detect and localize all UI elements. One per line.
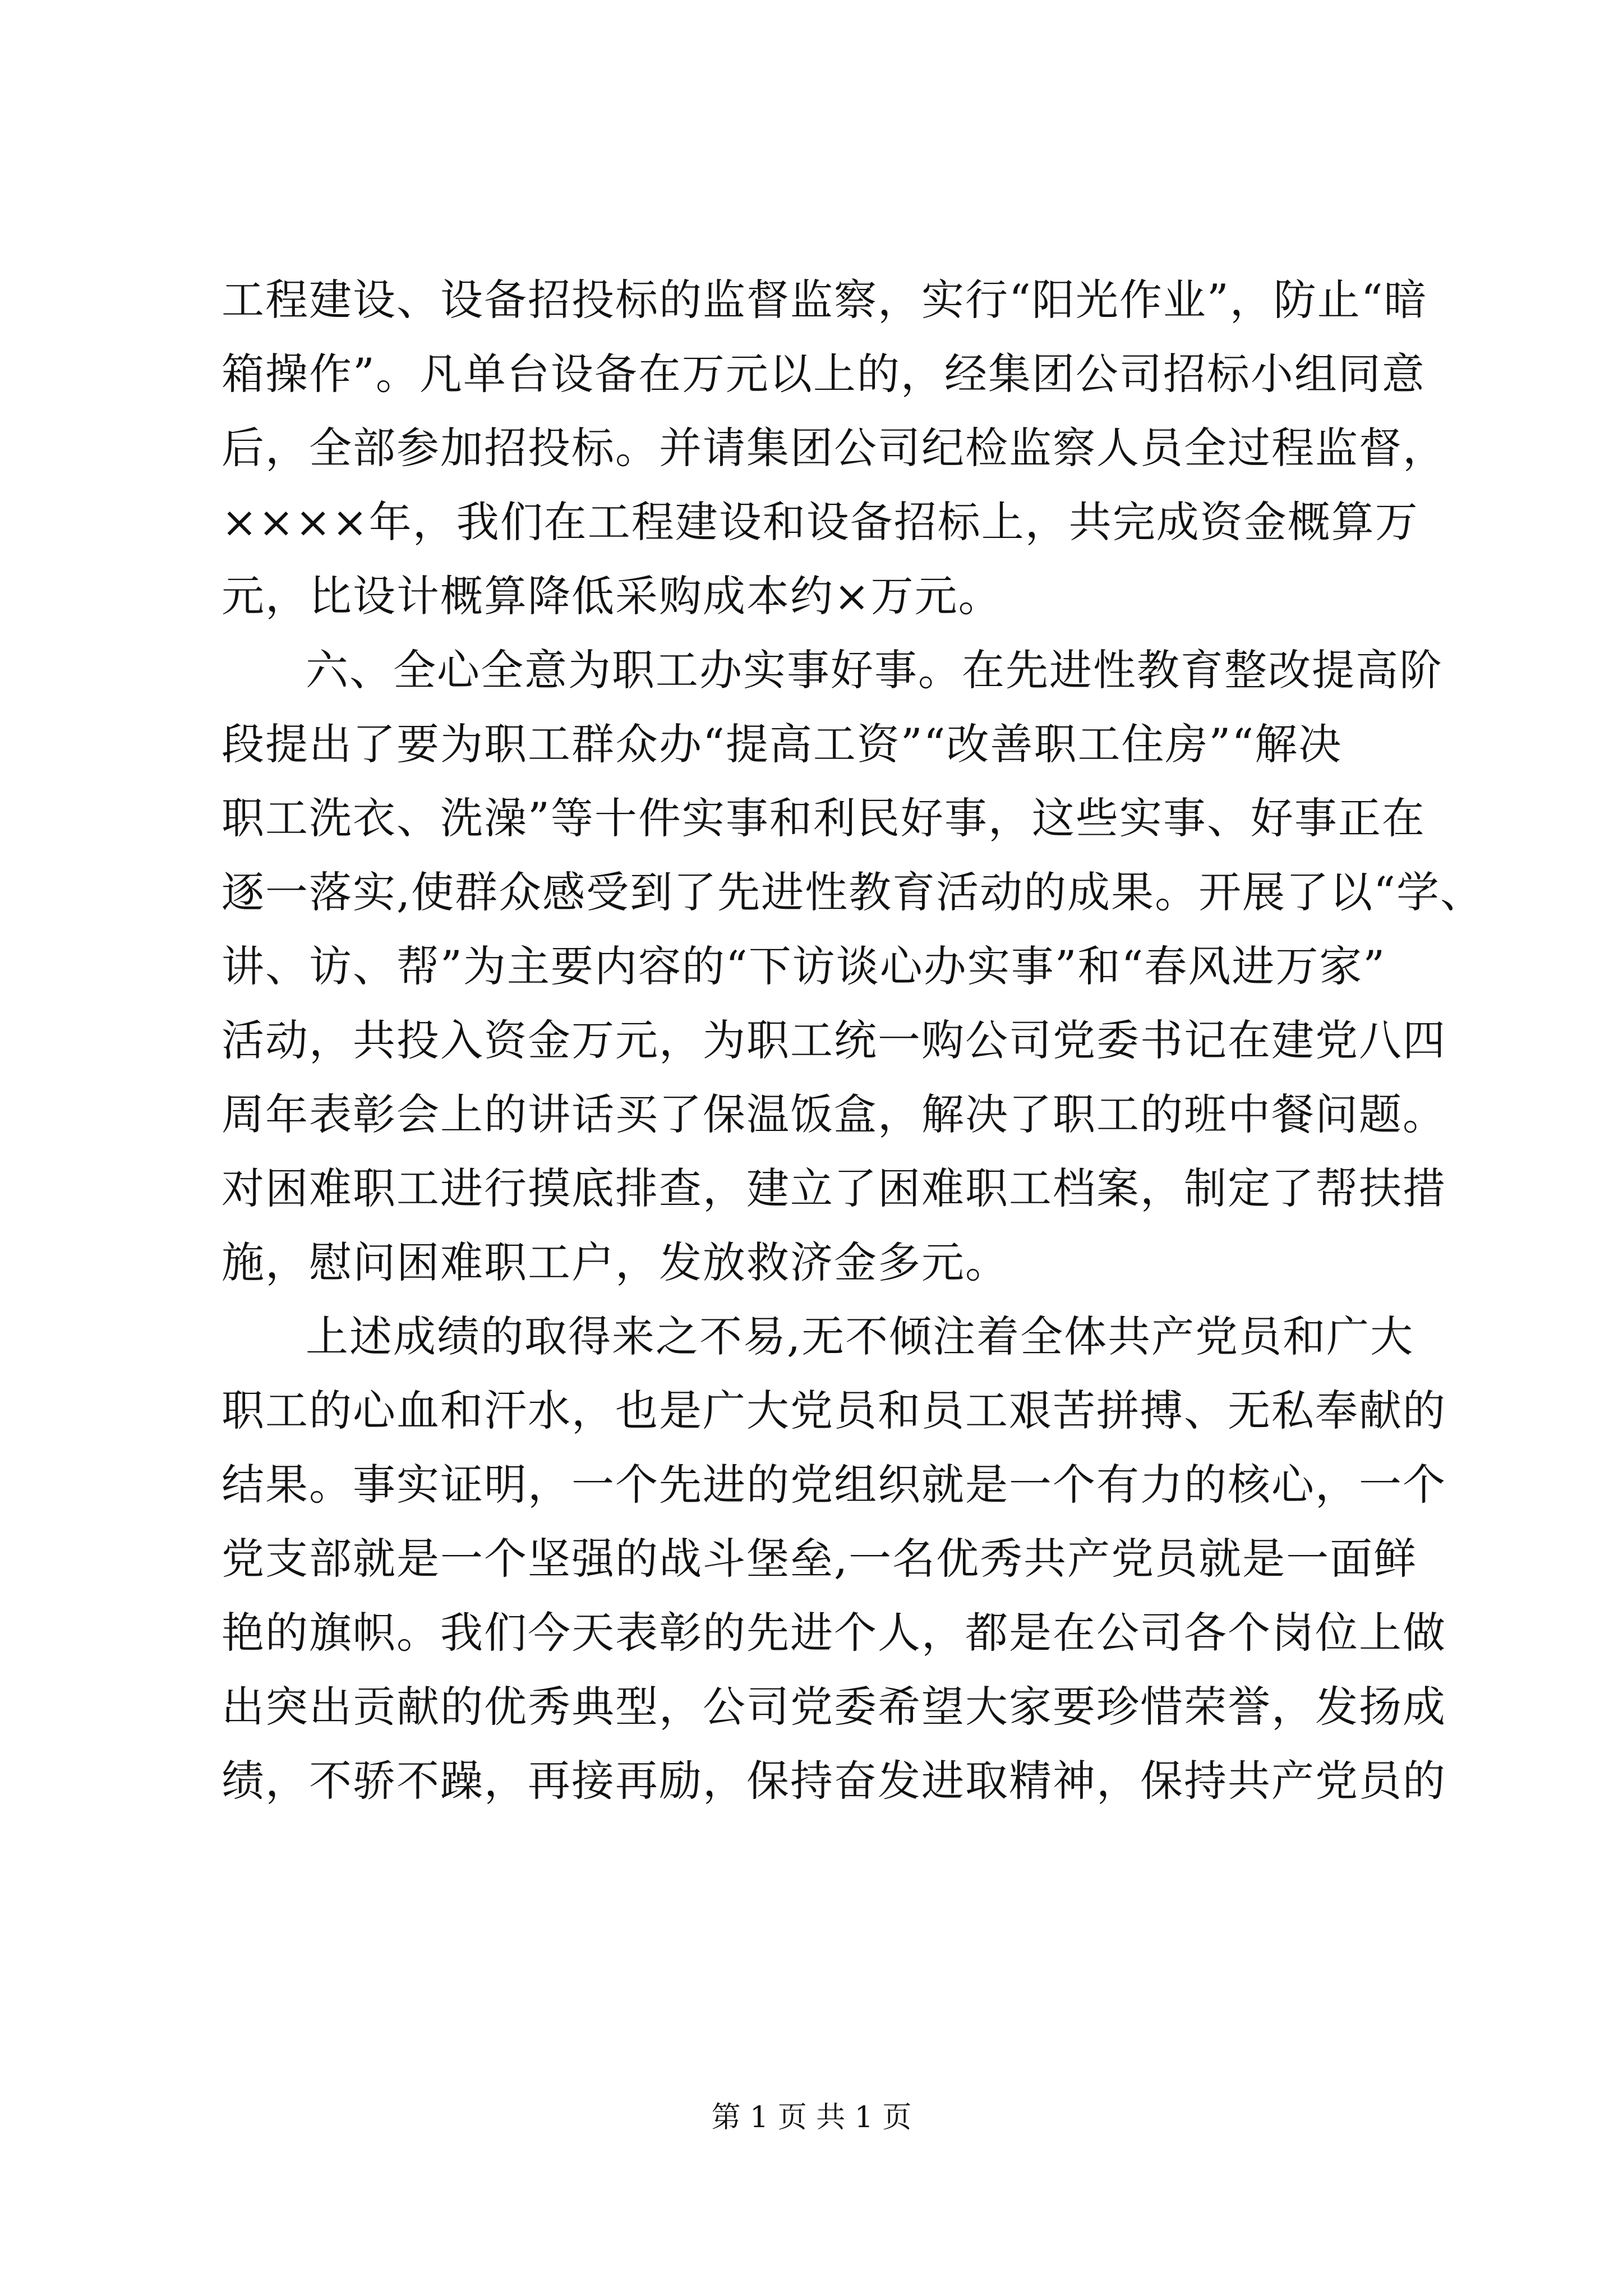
text-line: 逐一落实,使群众感受到了先进性教育活动的成果。开展了以“学、	[222, 867, 1484, 917]
text-line: 后，全部参加招投标。并请集团公司纪检监察人员全过程监督，	[222, 423, 1446, 473]
text-line: 施，慰问困难职工户，发放救济金多元。	[222, 1237, 1009, 1287]
text-line: 箱操作”。凡单台设备在万元以上的，经集团公司招标小组同意	[222, 349, 1426, 399]
text-line: 段提出了要为职工群众办“提高工资”“改善职工住房”“解决	[222, 719, 1343, 769]
paragraph-start-line: 上述成绩的取得来之不易,无不倾注着全体共产党员和广大	[306, 1312, 1414, 1361]
paragraph-start-line: 六、全心全意为职工办实事好事。在先进性教育整改提高阶	[306, 645, 1443, 695]
text-line: ××××年，我们在工程建设和设备招标上，共完成资金概算万	[222, 497, 1419, 547]
text-line: 职工洗衣、洗澡”等十件实事和利民好事，这些实事、好事正在	[222, 793, 1426, 843]
text-line: 绩，不骄不躁，再接再励，保持奋发进取精神，保持共产党员的	[222, 1756, 1446, 1806]
text-line: 讲、访、帮”为主要内容的“下访谈心办实事”和“春风进万家”	[222, 941, 1386, 991]
text-line: 职工的心血和汗水，也是广大党员和员工艰苦拼搏、无私奉献的	[222, 1386, 1446, 1435]
text-line: 元，比设计概算降低采购成本约×万元。	[222, 571, 1002, 621]
text-line: 党支部就是一个坚强的战斗堡垒,一名优秀共产党员就是一面鲜	[222, 1534, 1418, 1584]
text-line: 活动，共投入资金万元，为职工统一购公司党委书记在建党八四	[222, 1015, 1446, 1065]
text-line: 周年表彰会上的讲话买了保温饭盒，解决了职工的班中餐问题。	[222, 1089, 1446, 1139]
text-line: 对困难职工进行摸底排查，建立了困难职工档案，制定了帮扶措	[222, 1163, 1446, 1213]
page-number-footer: 第 1 页 共 1 页	[711, 2101, 912, 2134]
text-line: 出突出贡献的优秀典型，公司党委希望大家要珍惜荣誉，发扬成	[222, 1682, 1446, 1732]
text-line: 结果。事实证明，一个先进的党组织就是一个有力的核心，一个	[222, 1460, 1446, 1510]
text-line: 艳的旗帜。我们今天表彰的先进个人，都是在公司各个岗位上做	[222, 1608, 1446, 1658]
text-line: 工程建设、设备招投标的监督监察，实行“阳光作业”，防止“暗	[222, 275, 1428, 325]
